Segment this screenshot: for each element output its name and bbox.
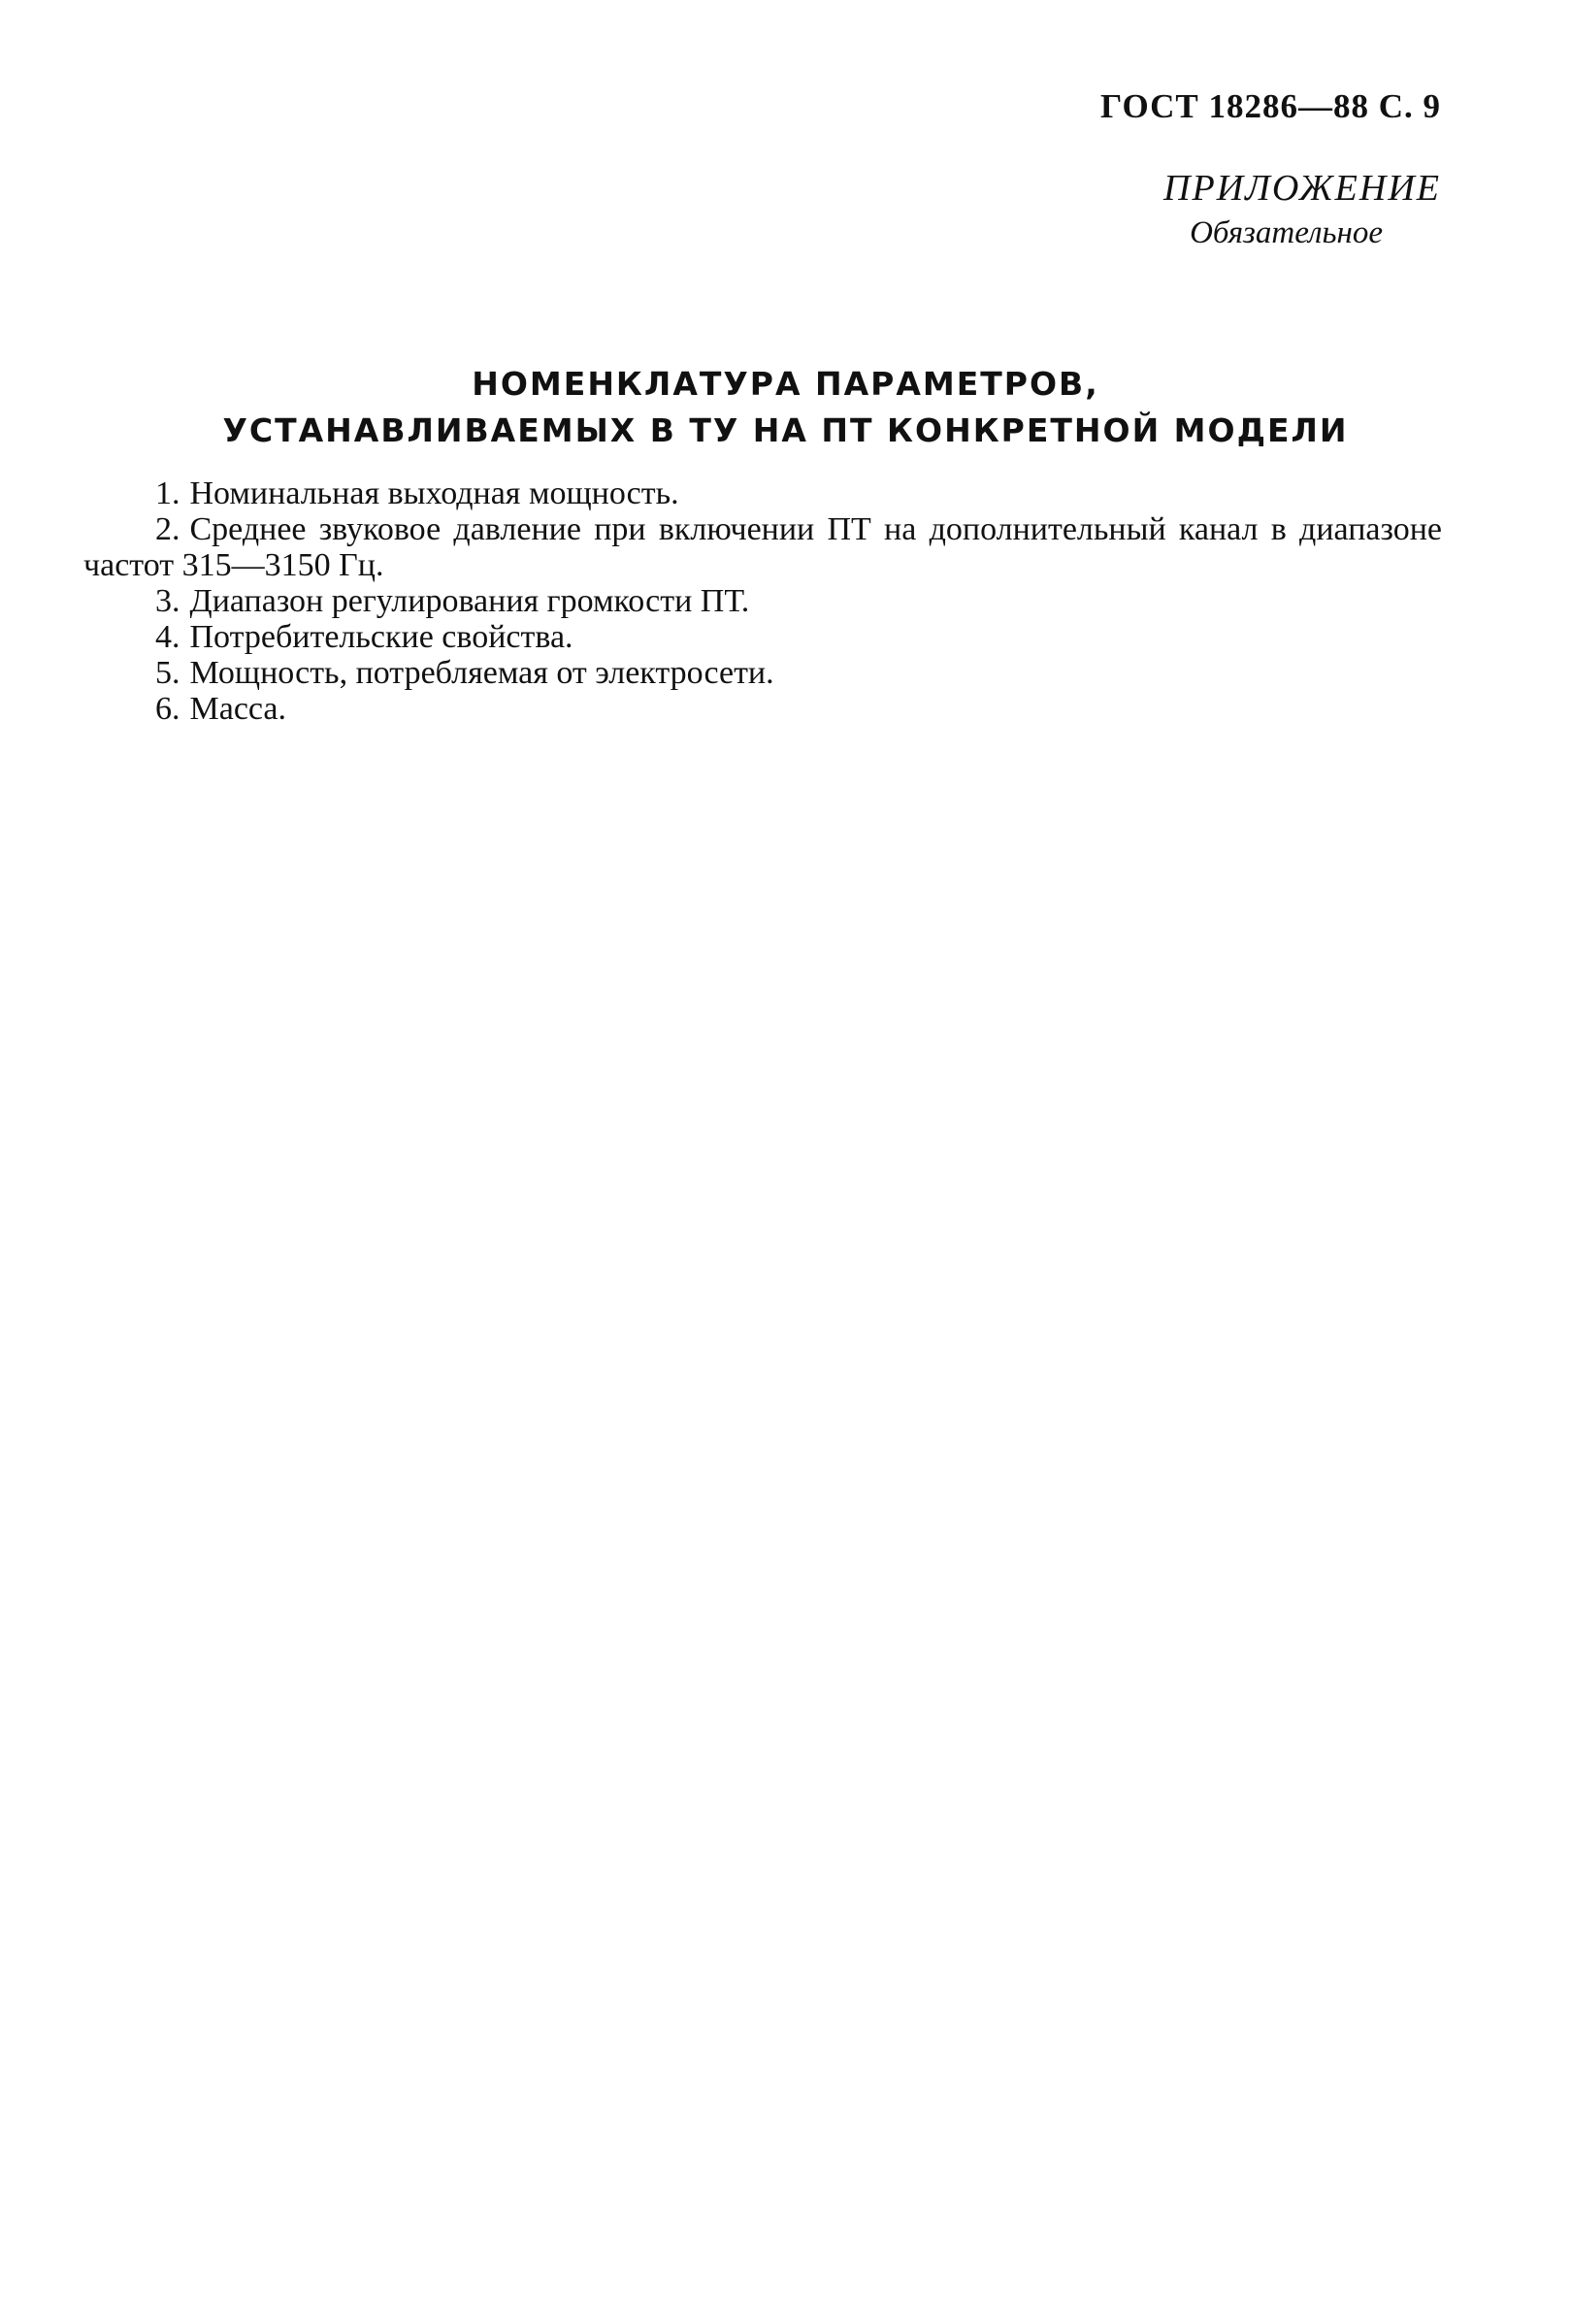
list-item-text: Среднее звуковое давление при включении ПТ на дополнительный канал в диапазоне частот 315—3150 Гц. (83, 511, 1442, 583)
list-item-number: 4. (155, 619, 180, 655)
list-item (83, 619, 1442, 655)
list-item (83, 655, 1442, 691)
appendix-block (1163, 167, 1441, 251)
list-item (83, 475, 1442, 511)
document-title (0, 361, 1571, 454)
list-item-number: 1. (155, 475, 180, 511)
list-item-text: Диапазон регулирования громкости ПТ. (189, 583, 750, 619)
title-line-1: НОМЕНКЛАТУРА ПАРАМЕТРОВ, (472, 365, 1099, 403)
list-item (83, 691, 1442, 727)
list-item-text: Потребительские свойства. (189, 619, 573, 655)
list-item-number: 2. (155, 511, 180, 547)
list-item-text: Номинальная выходная мощность. (189, 475, 679, 511)
title-line-2: УСТАНАВЛИВАЕМЫХ В ТУ НА ПТ КОНКРЕТНОЙ МОДЕЛИ (222, 411, 1349, 449)
list-item (83, 583, 1442, 619)
appendix-label: ПРИЛОЖЕНИЕ (1163, 168, 1441, 209)
list-item (83, 511, 1442, 583)
list-item-text: Мощность, потребляемая от электросети. (189, 655, 774, 691)
list-item-text: Масса. (189, 691, 287, 727)
parameter-list (83, 475, 1442, 727)
list-item-number: 6. (155, 691, 180, 727)
page-header (1100, 87, 1441, 126)
list-item-number: 5. (155, 655, 180, 691)
list-item-number: 3. (155, 583, 180, 619)
appendix-type: Обязательное (1190, 215, 1383, 250)
standard-page-number: ГОСТ 18286—88 С. 9 (1100, 87, 1441, 125)
